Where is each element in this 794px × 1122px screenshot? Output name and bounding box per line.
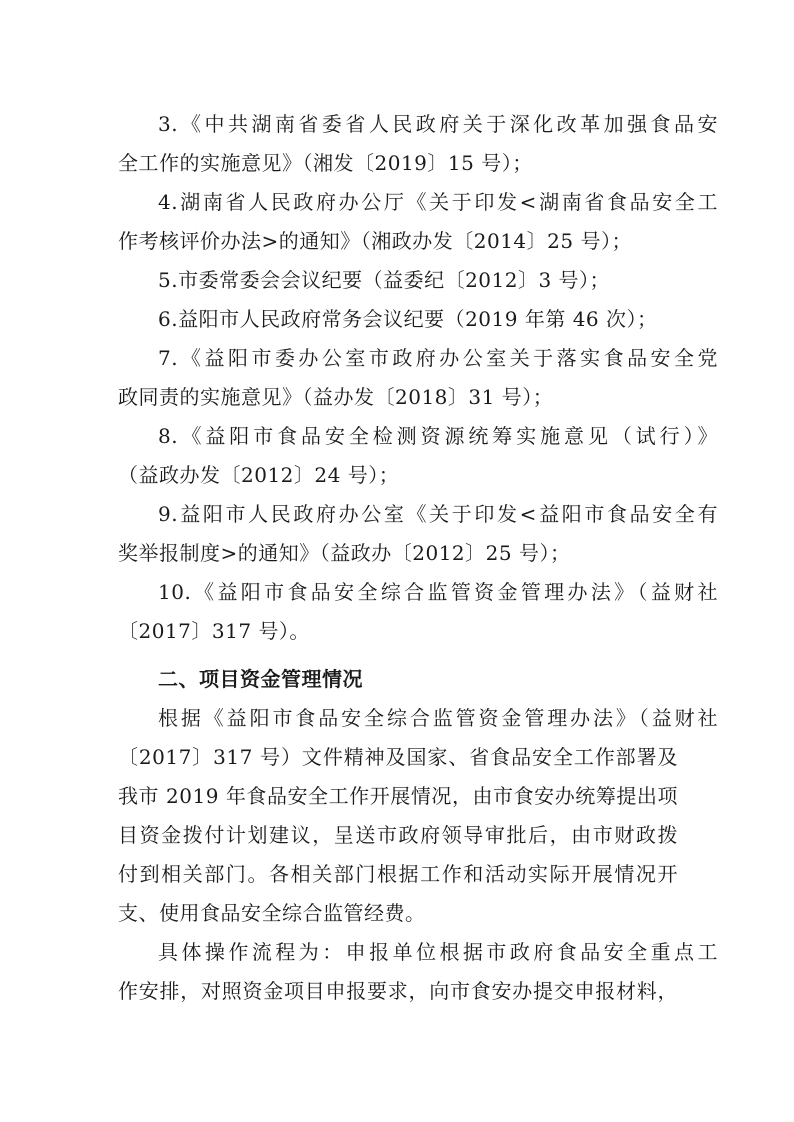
list-item-9-line-2: 奖举报制度>的通知》（益政办〔2012〕25 号）； <box>118 541 571 565</box>
list-item-4-line-2: 作考核评价办法>的通知》（湘政办发〔2014〕25 号）； <box>118 229 632 253</box>
list-item-9-line-1: 9.益阳市人民政府办公室《关于印发<益阳市食品安全有 <box>158 502 718 526</box>
paragraph-2-line-1: 具体操作流程为：申报单位根据市政府食品安全重点工 <box>158 940 718 964</box>
paragraph-1-line-1: 根据《益阳市食品安全综合监管资金管理办法》（益财社 <box>158 706 718 730</box>
list-item-10-line-2: 〔2017〕317 号）。 <box>118 619 310 643</box>
paragraph-1-line-2: 〔2017〕317 号）文件精神及国家、省食品安全工作部署及 <box>118 745 678 769</box>
list-item-8-line-1: 8.《益阳市食品安全检测资源统筹实施意见（试行）》 <box>158 424 718 448</box>
list-item-7-line-2: 政同责的实施意见》（益办发〔2018〕31 号）； <box>118 385 554 409</box>
list-item-3-line-2: 全工作的实施意见》（湘发〔2019〕15 号）； <box>118 151 533 175</box>
paragraph-1-line-3: 我市 2019 年食品安全工作开展情况，由市食安办统筹提出项 <box>118 784 678 808</box>
list-item-4-line-1: 4.湖南省人民政府办公厅《关于印发<湖南省食品安全工 <box>158 190 718 214</box>
list-item-8-line-2: （益政办发〔2012〕24 号）； <box>118 463 400 487</box>
list-item-5: 5.市委常委会会议纪要（益委纪〔2012〕3 号）； <box>158 268 611 292</box>
paragraph-1-line-4: 目资金拨付计划建议，呈送市政府领导审批后，由市财政拨 <box>118 823 678 847</box>
list-item-6: 6.益阳市人民政府常务会议纪要（2019 年第 46 次）； <box>158 307 658 331</box>
paragraph-1-line-6: 支、使用食品安全综合监管经费。 <box>118 901 426 925</box>
section-heading: 二、项目资金管理情况 <box>158 667 363 691</box>
paragraph-2-line-2: 作安排，对照资金项目申报要求，向市食安办提交申报材料， <box>118 979 678 1003</box>
paragraph-1-line-5: 付到相关部门。各相关部门根据工作和活动实际开展情况开 <box>118 862 678 886</box>
list-item-10-line-1: 10.《益阳市食品安全综合监管资金管理办法》（益财社 <box>158 580 718 604</box>
list-item-7-line-1: 7.《益阳市委办公室市政府办公室关于落实食品安全党 <box>158 346 718 370</box>
list-item-3-line-1: 3.《中共湖南省委省人民政府关于深化改革加强食品安 <box>158 112 718 136</box>
